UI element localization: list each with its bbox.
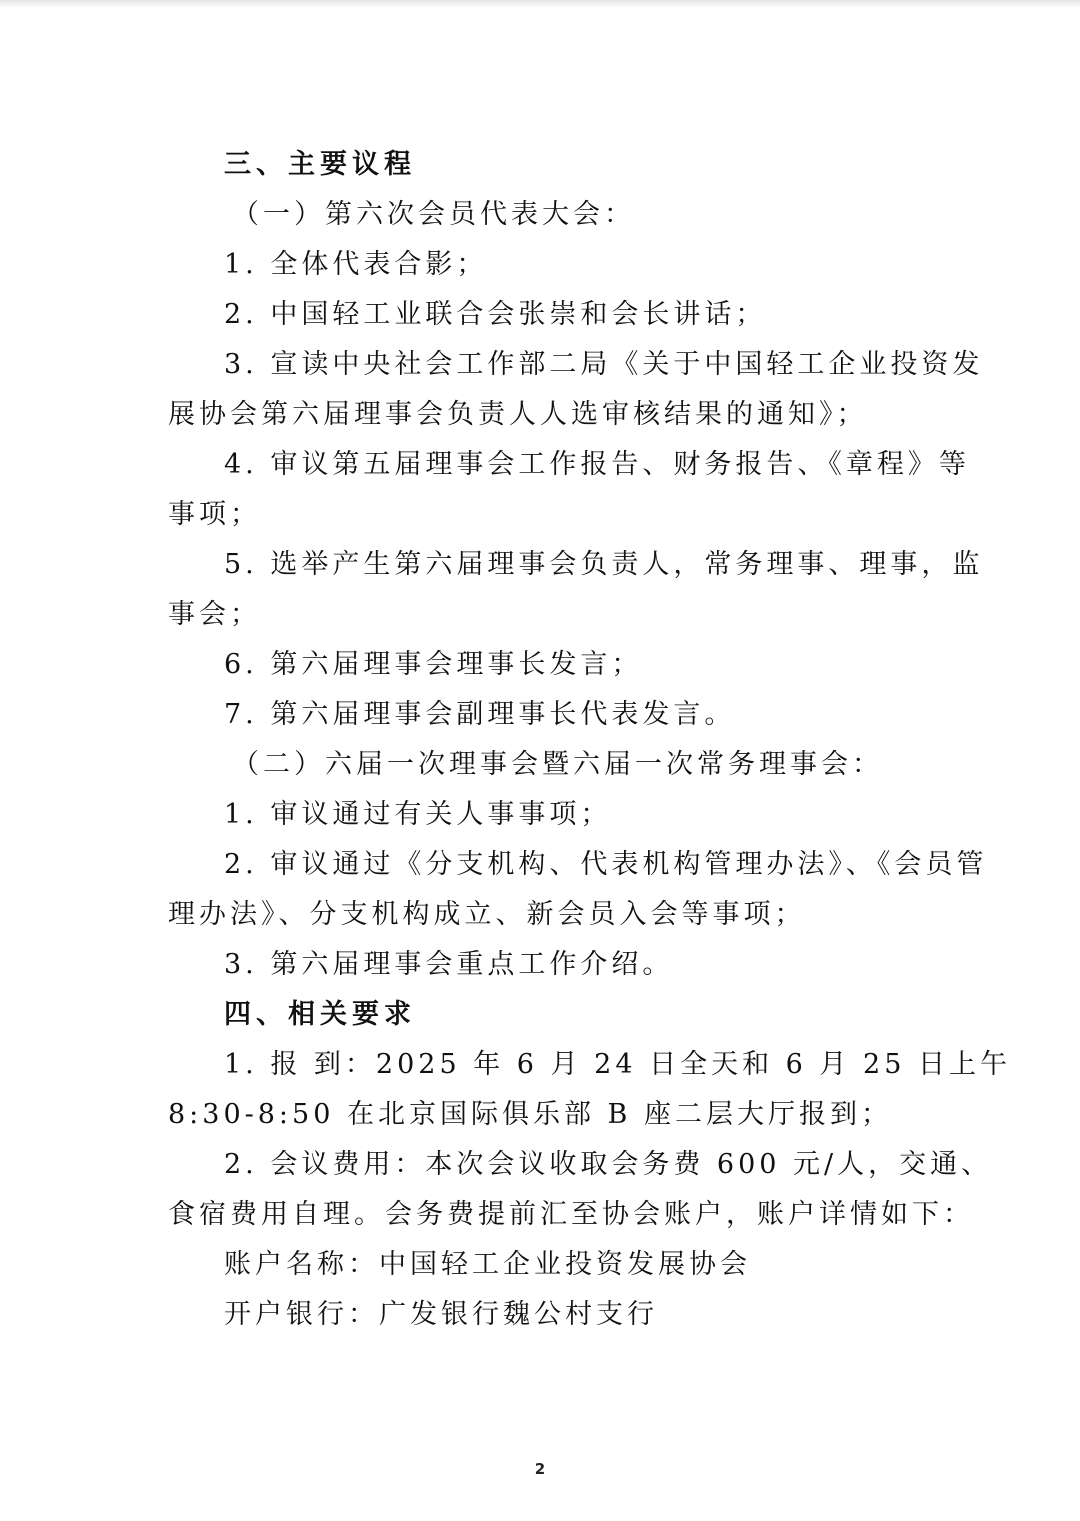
section-heading-requirements: 四、相关要求 xyxy=(224,999,416,1030)
agenda-item-continuation: 事项； xyxy=(168,499,261,530)
subsection-title-1: （一）第六次会员代表大会： xyxy=(232,199,635,230)
agenda-item: 2. 审议通过《分支机构、代表机构管理办法》、《会员管 xyxy=(224,849,988,880)
requirement-item-continuation: 8:30-8:50 在北京国际俱乐部 B 座二层大厅报到； xyxy=(168,1099,892,1130)
agenda-item: 4. 审议第五届理事会工作报告、财务报告、《章程》等 xyxy=(224,449,970,480)
agenda-item-continuation: 事会； xyxy=(168,599,261,630)
agenda-item-continuation: 展协会第六届理事会负责人人选审核结果的通知》； xyxy=(168,399,868,430)
subsection-title-2: （二）六届一次理事会暨六届一次常务理事会： xyxy=(232,749,883,780)
agenda-item: 5. 选举产生第六届理事会负责人，常务理事、理事，监 xyxy=(224,549,984,580)
agenda-item: 3. 宣读中央社会工作部二局《关于中国轻工企业投资发 xyxy=(224,349,984,380)
requirement-item-continuation: 食宿费用自理。会务费提前汇至协会账户，账户详情如下： xyxy=(168,1199,974,1230)
account-name-line: 账户名称：中国轻工企业投资发展协会 xyxy=(224,1249,751,1280)
bank-name-line: 开户银行：广发银行魏公村支行 xyxy=(224,1299,658,1330)
agenda-item: 6. 第六届理事会理事长发言； xyxy=(224,649,643,680)
agenda-item: 3. 第六届理事会重点工作介绍。 xyxy=(224,949,674,980)
requirement-item: 2. 会议费用：本次会议收取会务费 600 元/人，交通、 xyxy=(224,1149,993,1180)
agenda-item: 7. 第六届理事会副理事长代表发言。 xyxy=(224,699,736,730)
agenda-item-continuation: 理办法》、分支机构成立、新会员入会等事项； xyxy=(168,899,806,930)
requirement-item: 1. 报 到：2025 年 6 月 24 日全天和 6 月 25 日上午 xyxy=(224,1049,1011,1080)
agenda-item: 2. 中国轻工业联合会张崇和会长讲话； xyxy=(224,299,767,330)
section-heading-agenda: 三、主要议程 xyxy=(224,149,416,180)
agenda-item: 1. 全体代表合影； xyxy=(224,249,488,280)
page-number: 2 xyxy=(534,1460,546,1478)
agenda-item: 1. 审议通过有关人事事项； xyxy=(224,799,612,830)
